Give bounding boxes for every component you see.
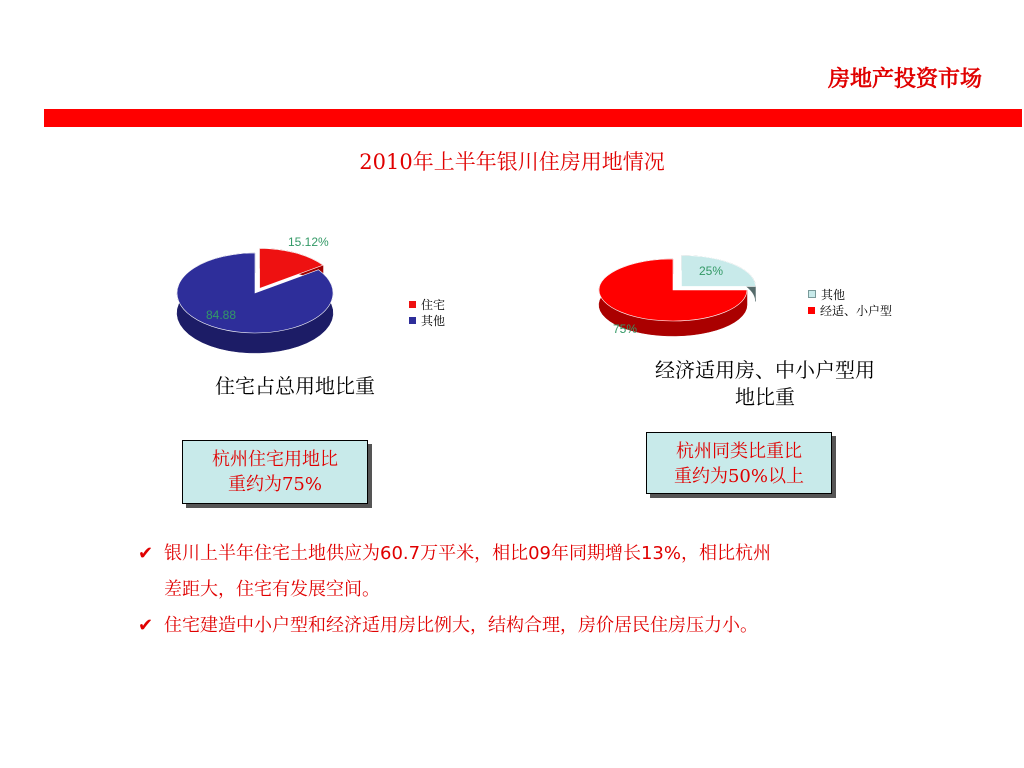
legend-item-residential	[409, 296, 445, 312]
bullet-1-line2: 差距大，住宅有发展空间。	[164, 579, 380, 600]
check-icon: ✔	[138, 543, 154, 564]
legend-swatch-other-2	[808, 290, 816, 298]
chart1-legend	[409, 296, 445, 328]
legend-item-other-2	[808, 286, 892, 302]
legend-label-affordable: 经适、小户型	[820, 303, 893, 318]
legend-label-residential: 住宅	[421, 297, 446, 312]
summary-bullets	[138, 536, 938, 644]
bullet-item-1	[138, 536, 938, 608]
pie2-data-label-1: 75%	[613, 322, 638, 336]
chart2-caption-line1: 经济适用房、中小户型用	[655, 358, 875, 382]
chart2-callout-line2: 重约为50%以上	[673, 466, 804, 487]
pie1-data-label-1: 84.88	[206, 308, 237, 322]
header-title: 房地产投资市场	[827, 67, 982, 92]
header-divider-bar	[44, 109, 1022, 127]
check-icon: ✔	[138, 615, 154, 636]
chart1-callout-line1: 杭州住宅用地比	[212, 449, 338, 470]
pie-chart-residential-share	[160, 225, 410, 365]
chart1-caption-text: 住宅占总用地比重	[215, 374, 375, 398]
chart1-caption	[190, 373, 400, 400]
chart2-callout-line1: 杭州同类比重比	[676, 441, 802, 462]
legend-swatch-residential	[409, 301, 416, 308]
legend-swatch-affordable	[808, 307, 815, 314]
pie1-data-label-0: 15.12%	[288, 235, 329, 249]
legend-label-other: 其他	[421, 313, 446, 328]
chart1-callout-box	[182, 440, 368, 504]
pie-chart-affordable-share	[585, 245, 775, 355]
chart2-callout-box	[646, 432, 832, 494]
chart2-legend	[808, 286, 892, 318]
chart2-caption-line2: 地比重	[735, 385, 795, 409]
bullet-2-line1: 住宅建造中小户型和经济适用房比例大，结构合理，房价居民住房压力小。	[164, 615, 758, 636]
slide-title: 2010年上半年银川住房用地情况	[359, 150, 665, 174]
legend-label-other-2: 其他	[821, 287, 846, 302]
bullet-1-line1: 银川上半年住宅土地供应为60.7万平米，相比09年同期增长13%，相比杭州	[164, 543, 771, 564]
legend-item-other	[409, 312, 445, 328]
pie2-data-label-0: 25%	[699, 264, 724, 278]
chart1-callout-line2: 重约为75%	[227, 474, 322, 495]
bullet-item-2	[138, 608, 938, 644]
legend-swatch-other	[409, 317, 416, 324]
chart2-caption	[620, 357, 910, 411]
legend-item-affordable	[808, 302, 892, 318]
